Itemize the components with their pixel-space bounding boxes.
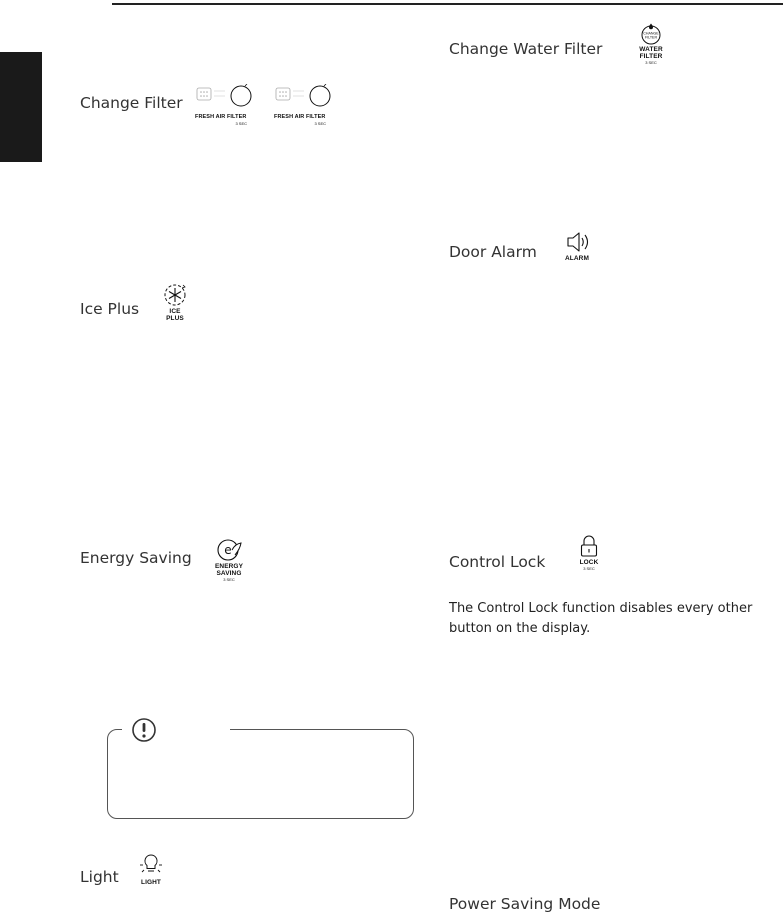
water-filter-icon: CHANGE FILTER WATER FILTER 3 SEC	[632, 22, 670, 65]
light-heading: Light	[80, 868, 119, 886]
speaker-icon: ALARM	[558, 229, 596, 262]
control-lock-heading: Control Lock	[449, 553, 546, 571]
control-lock-description: The Control Lock function disables every other button on the display.	[449, 601, 753, 636]
change-filter-heading: Change Filter	[80, 94, 183, 112]
ice-plus-heading: Ice Plus	[80, 300, 140, 318]
energy-saving-heading: Energy Saving	[80, 549, 192, 567]
svg-text:e: e	[224, 543, 232, 557]
fresh-air-filter-icon-2: FRESH AIR FILTER 3 SEC	[274, 84, 334, 126]
padlock-icon: LOCK 3 SEC	[574, 533, 604, 571]
change-water-filter-heading: Change Water Filter	[449, 40, 603, 58]
svg-text:FILTER: FILTER	[644, 35, 658, 40]
svg-text:CHANGE: CHANGE	[643, 31, 659, 36]
fresh-air-filter-icon: FRESH AIR FILTER 3 SEC	[195, 84, 255, 126]
snowflake-icon: ICE PLUS	[160, 282, 190, 322]
header-rule	[112, 3, 783, 5]
section-side-tab	[0, 52, 42, 162]
door-alarm-heading: Door Alarm	[449, 243, 537, 261]
exclamation-circle-icon	[130, 716, 158, 749]
energy-leaf-icon: e ENERGY SAVING 3 SEC	[212, 537, 246, 582]
lightbulb-icon: LIGHT	[134, 851, 168, 886]
power-saving-heading: Power Saving Mode	[449, 895, 601, 913]
